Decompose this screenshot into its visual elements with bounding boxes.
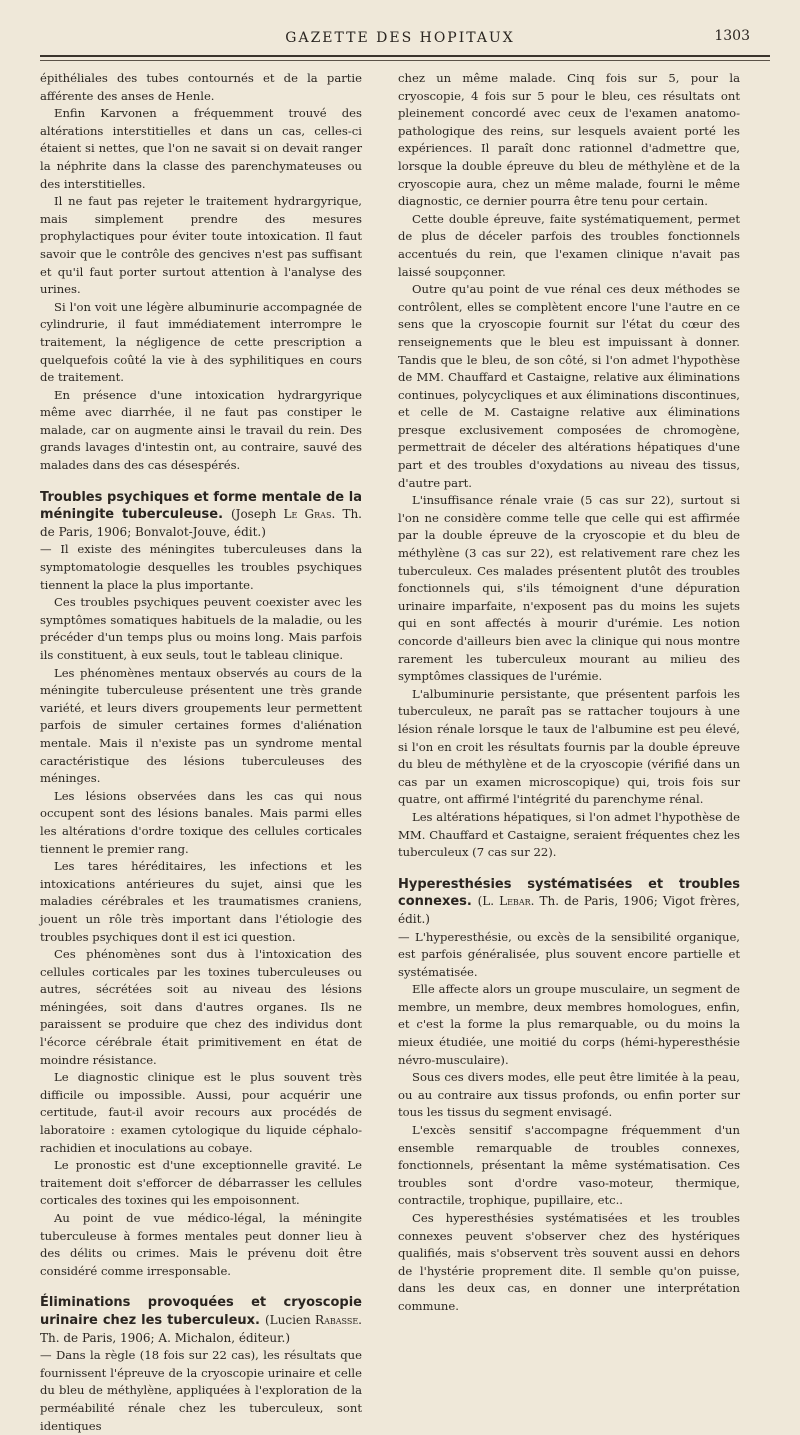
section-author: (L. Lebar. Th. de Paris, 1906; Vigot frères, édit.) [398, 894, 740, 926]
section-title: Éliminations provoquées et cryoscopie urinaire chez les tuberculeux. [40, 1295, 362, 1328]
section-heading [398, 876, 740, 929]
left-column [40, 70, 363, 1433]
paragraph: — L'hyperesthésie, ou excès de la sensibilité organique, est parfois généralisée, plus souvent encore partielle et systématisée. [398, 929, 740, 979]
right-column [398, 70, 740, 1313]
paragraph: épithéliales des tubes contournés et de la partie afférente des anses de Henle. [40, 71, 362, 103]
paragraph: Les altérations hépatiques, si l'on admet l'hypothèse de MM. Chauffard et Castaigne, seraient fréquentes chez les tuberculeux (7 cas sur 22). [398, 809, 740, 860]
paragraph: Le pronostic est d'une exceptionnelle gravité. Le traitement doit s'efforcer de débarrasser les cellules corticales des toxines qui les empoisonnent. [40, 1158, 362, 1208]
paragraph: L'excès sensitif s'accompagne fréquemment d'un ensemble remarquable de troubles connexes, fonctionnels, présentant la même systématisation. Ces troubles sont d'ordre vaso-moteur, thermique, contractile, trophique, pupillaire, etc.. [398, 1123, 740, 1208]
paragraph: Le diagnostic clinique est le plus souvent très difficile ou impossible. Aussi, pour acquérir une certitude, faut-il avoir recours aux procédés de laboratoire : examen cytologique du liquide céphalo-rachidien et inoculations au cobaye. [40, 1070, 362, 1155]
header-rule-thin [40, 60, 770, 61]
paragraph: Au point de vue médico-légal, la méningite tuberculeuse à formes mentales peut donner lieu à des délits ou crimes. Mais le prévenu doit être considéré comme irresponsable. [40, 1211, 362, 1278]
paragraph: Les tares héréditaires, les infections et les intoxications antérieures du sujet, ainsi que les maladies cérébrales et les traumatismes craniens, jouent un rôle très important dans l'étiologie des troubles psychiques dont il est ici question. [40, 859, 362, 944]
paragraph: Si l'on voit une légère albuminurie accompagnée de cylindrurie, il faut immédiatement interrompre le traitement, la négligence de cette prescription a quelquefois coûté la vie à des syphilitiques en cours de traitement. [40, 299, 362, 385]
paragraph: L'insuffisance rénale vraie (5 cas sur 22), surtout si l'on ne considère comme telle que celle qui est affirmée par la double épreuve de la cryoscopie et du bleu de méthylène (3 cas sur 22), est relativement rare chez les tuberculeux. Ces malades présentent plutôt des troubles fonctionnels qui, s'ils témoignent d'une dépuration urinaire imparfaite, n'exposent pas du moins les sujets qui en sont affectés à mourir d'urémie. Les notion concorde d'ailleurs bien avec la clinique qui nous montre rarement les tuberculeux mourant au milieu des symptômes classiques de l'urémie. [398, 493, 740, 684]
paragraph: Les lésions observées dans les cas qui nous occupent sont des lésions banales. Mais parmi elles les altérations d'ordre toxique des cellules corticales tiennent le premier rang. [40, 788, 362, 856]
paragraph: Il ne faut pas rejeter le traitement hydrargyrique, mais simplement prendre des mesures prophylactiques pour éviter toute intoxication. Il faut savoir que le contrôle des gencives n'est pas suffisant et qu'il faut porter surtout attention à l'analyse des urines. [40, 194, 362, 297]
section-title: Hyperesthésies systématisées et troubles connexes. [398, 876, 740, 910]
section-author: (Lucien Rabasse. Th. de Paris, 1906; A. Michalon, éditeur.) [40, 1312, 362, 1345]
paragraph: Ces troubles psychiques peuvent coexister avec les symptômes somatiques habituels de la maladie, ou les précéder d'un temps plus ou moins long. Mais parfois ils constituent, à eux seuls, tout le tableau clinique. [40, 595, 362, 662]
paragraph: — Il existe des méningites tuberculeuses dans la symptomatologie desquelles les troubles psychiques tiennent la place la plus importante. [40, 542, 362, 592]
paragraph: Outre qu'au point de vue rénal ces deux méthodes se contrôlent, elles se complètent encore l'une l'autre en ce sens que la cryoscopie fournit sur l'état du cœur des renseignements que le bleu est impuissant à donner. Tandis que le bleu, de son côté, si l'on admet l'hypothèse de MM. Chauffard et Castaigne, relative aux éliminations continues, polycycliques et aux éliminations discontinues, et celle de M. Castaigne relative aux éliminations presque exclusivement composées de chromogène, permettrait de déceler des altérations hépatiques d'une part et des troubles d'oxydations au niveau des tissus, d'autre part. [398, 282, 740, 490]
section-title: Troubles psychiques et forme mentale de la méningite tuberculeuse. [40, 489, 362, 523]
paragraph: Les phénomènes mentaux observés au cours de la méningite tuberculeuse présentent une très grande variété, et leurs divers groupements leur permettent parfois de simuler certaines formes d'aliénation mentale. Mais il n'existe pas un syndrome mental caractéristique des lésions tuberculeuses des méninges. [40, 665, 362, 786]
paragraph: Cette double épreuve, faite systématiquement, permet de plus de déceler parfois des troubles fonctionnels accentués du rein, que l'examen clinique n'avait pas laissé soupçonner. [398, 211, 740, 279]
page-number: 1303 [714, 28, 750, 44]
section-heading [40, 1294, 362, 1347]
paragraph: Sous ces divers modes, elle peut être limitée à la peau, ou au contraire aux tissus profonds, ou enfin porter sur tous les tissus du segment envisagé. [398, 1070, 740, 1120]
paragraph: Elle affecte alors un groupe musculaire, un segment de membre, un membre, deux membres homologues, enfin, et c'est la forme la plus remarquable, ou du moins la mieux étudiée, une moitié du corps (hémi-hyperesthésie névro-musculaire). [398, 982, 740, 1067]
paragraph: Enfin Karvonen a fréquemment trouvé des altérations interstitielles et dans un cas, celles-ci étaient si nettes, que l'on ne savait si on devait ranger la néphrite dans la classe des parenchymateuses ou des interstitielles. [40, 106, 362, 191]
section-heading [40, 489, 362, 542]
header-rule-thick [40, 55, 770, 57]
running-title: GAZETTE DES HOPITAUX [285, 30, 515, 46]
paragraph: L'albuminurie persistante, que présentent parfois les tuberculeux, ne paraît pas se rattacher toujours à une lésion rénale lorsque le taux de l'albumine est peu élevé, si l'on en croit les résultats fournis par la double épreuve du bleu de méthylène et de la cryoscopie (vérifié dans un cas par un examen microscopique) qui, trois fois sur quatre, ont affirmé l'intégrité du parenchyme rénal. [398, 686, 740, 807]
paragraph: — Dans la règle (18 fois sur 22 cas), les résultats que fournissent l'épreuve de la cryoscopie urinaire et celle du bleu de méthylène, appliquées à l'exploration de la perméabilité rénale chez les tuberculeux, sont identiques [40, 1348, 362, 1433]
paragraph: chez un même malade. Cinq fois sur 5, pour la cryoscopie, 4 fois sur 5 pour le bleu, ces résultats ont pleinement concordé avec ceux de l'examen anatomo-pathologique des reins, sur lesquels avaient porté les expériences. Il paraît donc rationnel d'admettre que, lorsque la double épreuve du bleu de méthylène et de la cryoscopie aura, chez un même malade, fourni le même diagnostic, ce dernier pourra être tenu pour certain. [398, 71, 740, 209]
page-header [0, 0, 800, 70]
paragraph: En présence d'une intoxication hydrargyrique même avec diarrhée, il ne faut pas constiper le malade, car on augmente ainsi le travail du rein. Des grands lavages d'intestin ont, au contraire, sauvé des malades dans des cas désespérés. [40, 387, 362, 473]
section-author: (Joseph Le Gras. Th. de Paris, 1906; Bonvalot-Jouve, édit.) [40, 507, 363, 539]
paragraph: Ces phénomènes sont dus à l'intoxication des cellules corticales par les toxines tuberculeuses ou autres, sécrétées soit au niveau des lésions méningées, soit dans d'autres organes. Ils ne paraissent se produire que chez des individus dont l'écorce cérébrale était primitivement en état de moindre résistance. [40, 947, 362, 1067]
paragraph: Ces hyperesthésies systématisées et les troubles connexes peuvent s'observer chez des hystériques qualifiés, mais s'observent très souvent aussi en dehors de l'hystérie proprement dite. Il semble qu'on puisse, dans les deux cas, en donner une interprétation commune. [398, 1211, 740, 1313]
